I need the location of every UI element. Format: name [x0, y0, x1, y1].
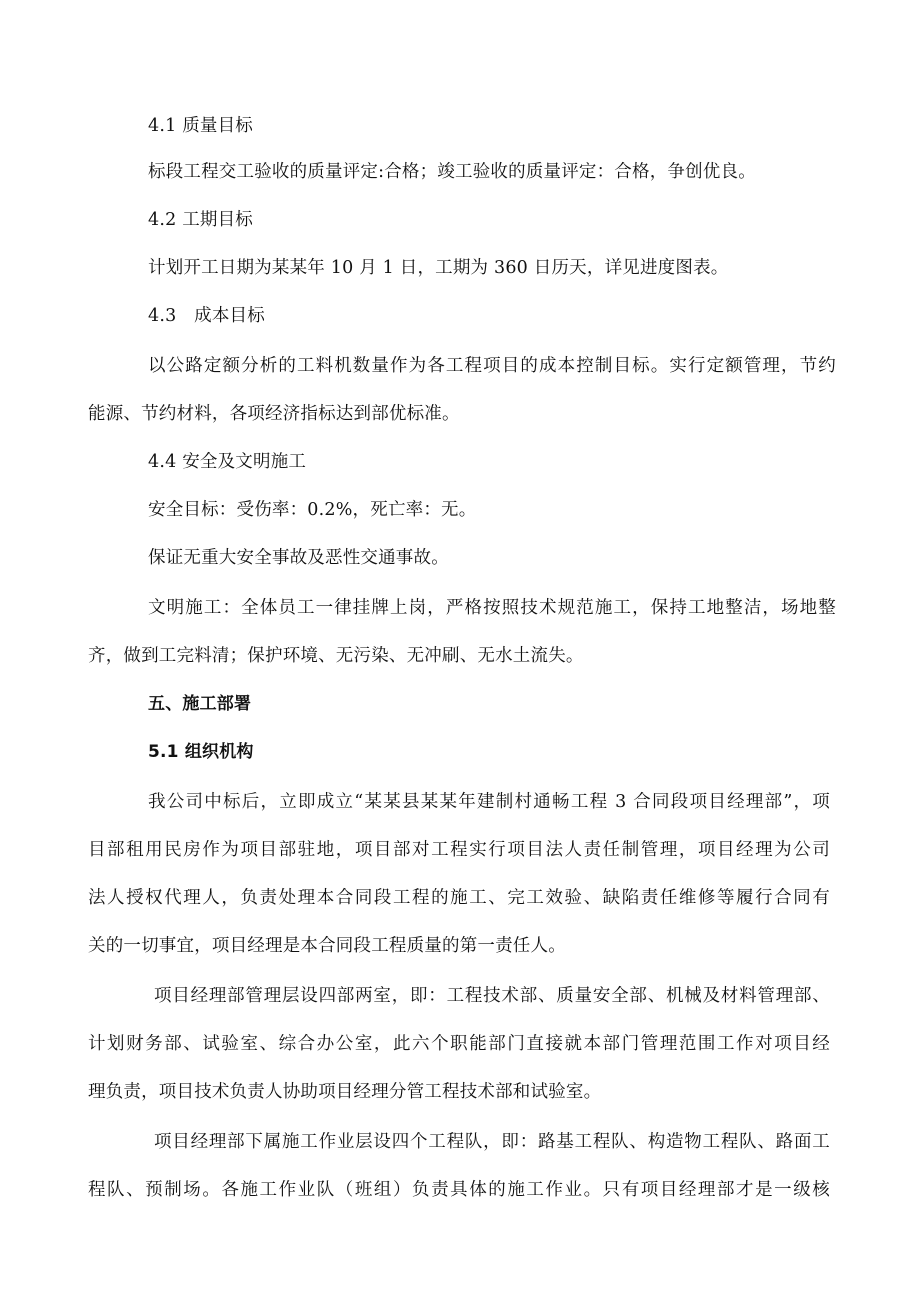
- section-4-1-heading: 4.1 质量目标: [148, 116, 253, 136]
- paragraph-1-line-3: 法人授权代理人，负责处理本合同段工程的施工、完工效验、缺陷责任维修等履行合同有: [88, 888, 830, 908]
- section-4-4-no-accident: 保证无重大安全事故及恶性交通事故。: [148, 548, 449, 568]
- section-4-2-text: 计划开工日期为某某年 10 月 1 日，工期为 360 日历天，详见进度图表。: [148, 258, 729, 278]
- section-4-4-civil-line-1: 文明施工：全体员工一律挂牌上岗，严格按照技术规范施工，保持工地整洁，场地整: [148, 598, 836, 618]
- paragraph-1-line-1: 我公司中标后，立即成立“某某县某某年建制村通畅工程 3 合同段项目经理部”，项: [148, 792, 830, 812]
- paragraph-1-line-2: 目部租用民房作为项目部驻地，项目部对工程实行项目法人责任制管理，项目经理为公司: [88, 840, 830, 860]
- paragraph-2-line-1: 项目经理部管理层设四部两室，即：工程技术部、质量安全部、机械及材料管理部、: [154, 986, 830, 1006]
- section-4-2-heading: 4.2 工期目标: [148, 210, 253, 230]
- section-4-4-safety-goal: 安全目标：受伤率：0.2%，死亡率：无。: [148, 500, 477, 520]
- section-5-heading: 五、施工部署: [148, 694, 252, 714]
- paragraph-2-line-3: 理负责，项目技术负责人协助项目经理分管工程技术部和试验室。: [88, 1082, 602, 1102]
- paragraph-3-line-2: 程队、预制场。各施工作业队（班组）负责具体的施工作业。只有项目经理部才是一级核: [88, 1180, 830, 1200]
- section-5-1-heading: 5.1 组织机构: [148, 742, 254, 762]
- section-4-4-civil-line-2: 齐，做到工完料清；保护环境、无污染、无冲刷、无水土流失。: [88, 646, 584, 666]
- section-4-3-text-line-1: 以公路定额分析的工料机数量作为各工程项目的成本控制目标。实行定额管理，节约: [148, 356, 836, 376]
- section-4-4-heading: 4.4 安全及文明施工: [148, 452, 307, 472]
- section-4-1-text: 标段工程交工验收的质量评定:合格；竣工验收的质量评定：合格，争创优良。: [148, 162, 756, 182]
- section-4-3-text-line-2: 能源、节约材料，各项经济指标达到部优标准。: [88, 404, 460, 424]
- paragraph-3-line-1: 项目经理部下属施工作业层设四个工程队，即：路基工程队、构造物工程队、路面工: [154, 1132, 830, 1152]
- paragraph-1-line-4: 关的一切事宜，项目经理是本合同段工程质量的第一责任人。: [88, 936, 566, 956]
- section-4-3-heading: 4.3 成本目标: [148, 306, 265, 326]
- paragraph-2-line-2: 计划财务部、试验室、综合办公室，此六个职能部门直接就本部门管理范围工作对项目经: [88, 1034, 830, 1054]
